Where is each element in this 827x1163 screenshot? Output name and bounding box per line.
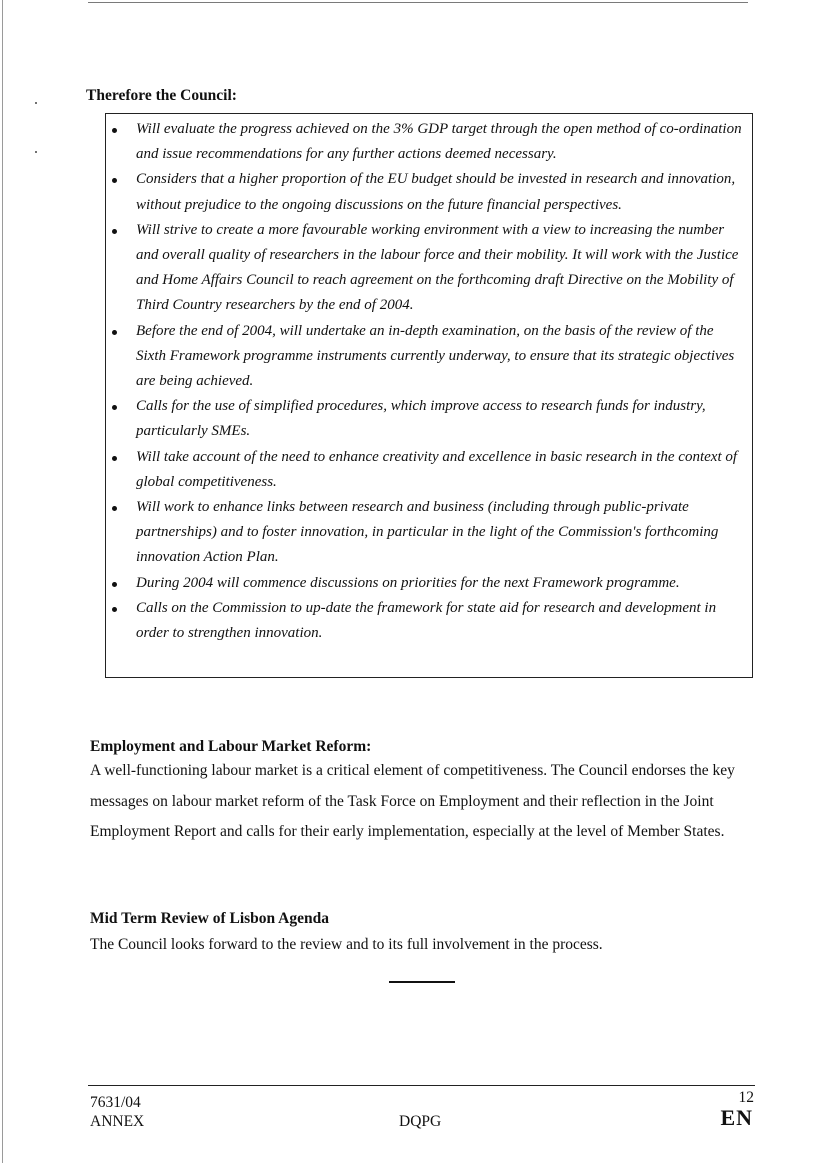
- bullet-icon: [112, 582, 117, 587]
- list-item-text: Considers that a higher proportion of the EU budget should be invested in research and innovation, without prejudice to the ongoing discussions on the future financial perspectives.: [136, 171, 736, 213]
- scan-speck: [35, 102, 37, 104]
- council-actions-box: [105, 113, 753, 678]
- lisbon-heading: Mid Term Review of Lisbon Agenda: [90, 910, 329, 927]
- employment-paragraph: A well-functioning labour market is a critical element of competitiveness. The Council endorses the key messages on labour market reform of the Task Force on Employment and their reflection in the Joint Employment Report and calls for their early implementation, especially at the level of Member States.: [90, 762, 735, 840]
- lisbon-paragraph: The Council looks forward to the review and to its full involvement in the process.: [90, 936, 603, 953]
- bullet-icon: [112, 330, 117, 335]
- bullet-icon: [112, 456, 117, 461]
- list-item: [106, 117, 752, 167]
- bullet-icon: [112, 506, 117, 511]
- bullet-icon: [112, 607, 117, 612]
- list-item-text: Before the end of 2004, will undertake an in-depth examination, on the basis of the review of the Sixth Framework programme instruments currently underway, to ensure that its strategic objectives are being achieved.: [136, 322, 735, 390]
- list-item: [106, 167, 752, 217]
- language-code: EN: [720, 1105, 753, 1130]
- section-end-rule: [389, 981, 455, 983]
- council-heading: Therefore the Council:: [86, 87, 237, 104]
- list-item: [106, 394, 752, 444]
- list-item-text: Will strive to create a more favourable working environment with a view to increasing the number and overall quality of researchers in the labour force and their mobility. It will work with the Justice and Home Affairs Council to reach agreement on the forthcoming draft Directive on the Mobility of Third Country researchers by the end of 2004.: [136, 221, 739, 314]
- annex-label: ANNEX: [90, 1113, 145, 1130]
- document-number: 7631/04: [90, 1094, 141, 1111]
- list-item: [106, 319, 752, 395]
- list-item-text: Will evaluate the progress achieved on the 3% GDP target through the open method of co-ordination and issue recommendations for any further actions deemed necessary.: [136, 121, 742, 163]
- list-item: [106, 596, 752, 646]
- bullet-icon: [112, 128, 117, 133]
- list-item: [106, 445, 752, 495]
- council-actions-list: [106, 114, 752, 646]
- list-item-text: Will take account of the need to enhance creativity and excellence in basic research in the context of global competitiveness.: [136, 448, 738, 490]
- list-item: [106, 495, 752, 571]
- list-item-text: Calls on the Commission to up-date the framework for state aid for research and development in order to strengthen innovation.: [136, 599, 717, 642]
- list-item-text: Will work to enhance links between research and business (including through public-private partnerships) and to foster innovation, in particular in the light of the Commission's forthcoming innovation Action Plan.: [136, 499, 719, 566]
- list-item: [106, 571, 752, 596]
- footer-rule: [88, 1085, 755, 1086]
- list-item: [106, 218, 752, 319]
- list-item-text: During 2004 will commence discussions on priorities for the next Framework programme.: [136, 574, 680, 591]
- scan-speck: [35, 151, 37, 153]
- bullet-icon: [112, 229, 117, 234]
- bullet-icon: [112, 405, 117, 410]
- department-code: DQPG: [399, 1113, 442, 1130]
- list-item-text: Calls for the use of simplified procedures, which improve access to research funds for industry, particularly SMEs.: [136, 398, 706, 440]
- top-rule: [88, 2, 748, 3]
- bullet-icon: [112, 178, 117, 183]
- page-number: 12: [738, 1089, 754, 1106]
- left-page-edge: [2, 0, 3, 1163]
- employment-heading: Employment and Labour Market Reform:: [90, 738, 372, 755]
